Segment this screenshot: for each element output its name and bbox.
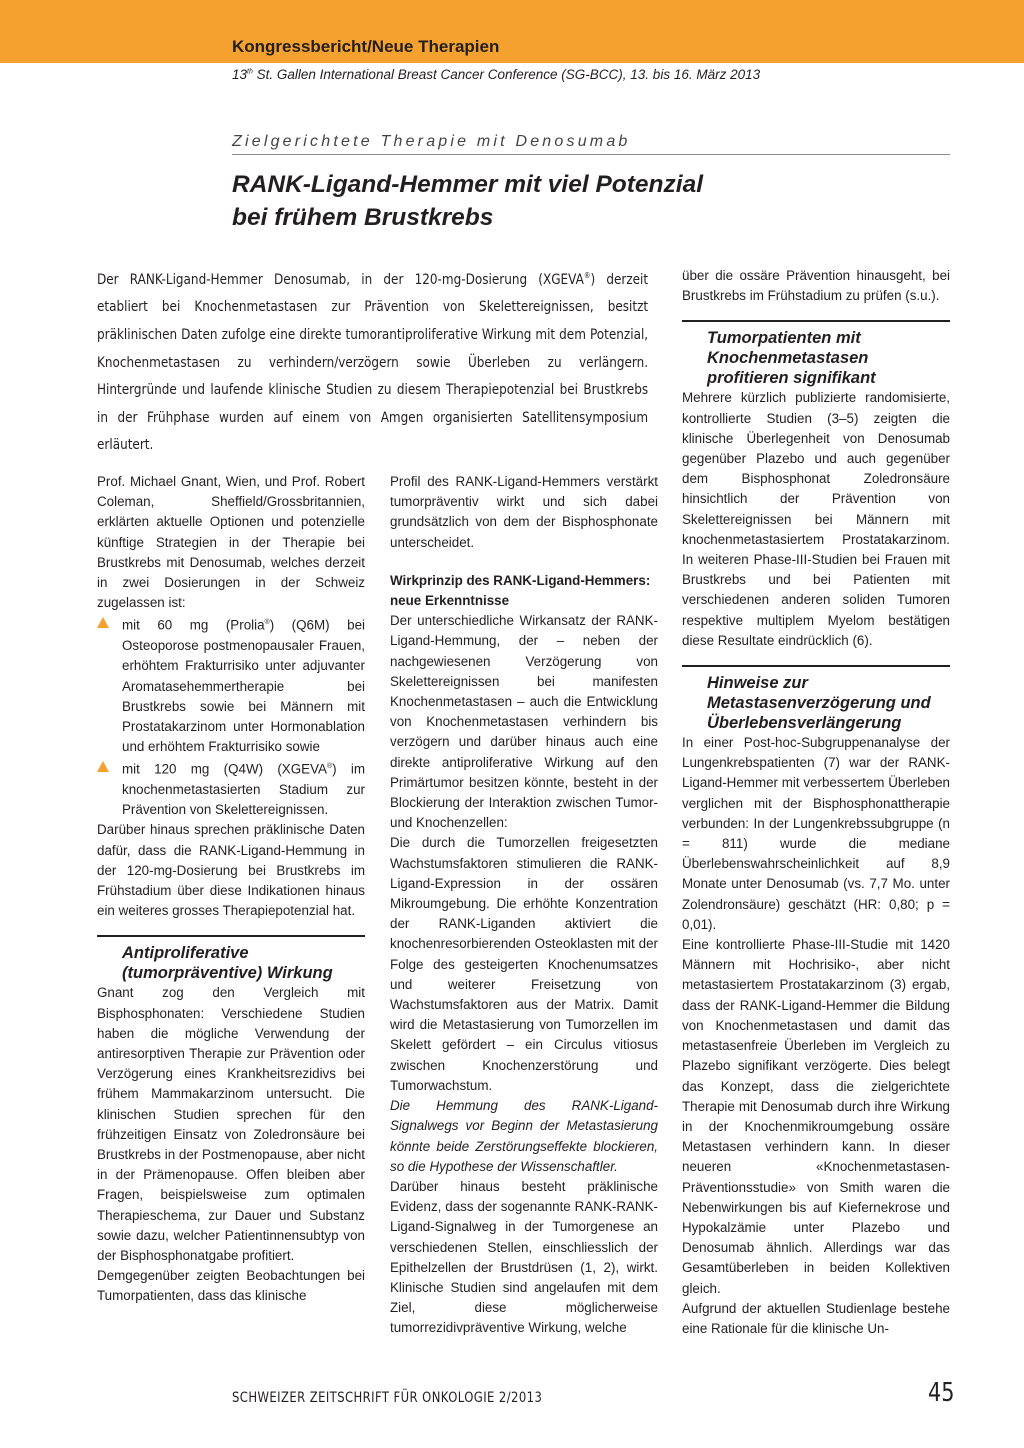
col1-paragraph-4: Demgegenüber zeigten Beobachtungen bei Tumorpatienten, dass das klinische (97, 1268, 365, 1304)
article-title (232, 168, 950, 234)
col3-paragraph-1: über die ossäre Prävention hinausgeht, bei Brustkrebs im Frühstadium zu prüfen (s.u.). (682, 268, 950, 304)
conference-line (232, 67, 760, 82)
col3-paragraph-5: Aufgrund der aktuellen Studienlage bestehe eine Rationale für die klinische Un- (682, 1300, 950, 1336)
subheading-wirkprinzip: Wirkprinzip des RANK-Ligand-Hemmers: neue Erkenntnisse (390, 572, 651, 609)
col3-paragraph-2: Mehrere kürzlich publizierte randomisierte, kontrollierte Studien (3–5) zeigten die klinische Überlegenheit von Denosumab gegenüber Plazebo und auch gegenüber dem Bisphosphonat Zoledronsäure hinsichtlich der Prävention von Skelettereignissen bei Männern mit knochenmetastasiertem Prostatakarzinom. In weiteren Phase-III-Studien bei Frauen mit Brustkrebs und bei Patienten mit verschiedenen anderen soliden Tumoren respektive multiplem Myelom bestätigen diese Resultate eindrücklich (6). (682, 390, 950, 648)
triangle-bullet-icon (97, 761, 109, 772)
lead-text-a: Der RANK-Ligand-Hemmer Denosumab, in der 120-mg-Dosierung (XGEVA (97, 271, 584, 288)
lead-reg-mark: ® (583, 271, 591, 280)
lead-text-b: ) derzeit etabliert bei Knochenmetastasen zur Prävention von Skelettereignissen, besitzt präklinischen Daten zufolge eine direkte tumorantiproliferative Wirkung mit dem Potenzial, Knochenmetastasen zu verhindern/verzögern sowie Überleben zu verlängern. Hintergründe und laufende klinische Studien zu diesem Therapiepotenzial bei Brustkrebs in der Frühphase wurden auf einem von Amgen organisierten Satellitensymposium erläutert. (97, 271, 649, 454)
subheading-metastasenverzoegerung: Hinweise zur Metastasenverzögerung und Überlebensverlängerung (682, 665, 950, 733)
article-lead (97, 262, 648, 460)
conference-ordinal: th (247, 68, 253, 76)
conference-name: St. Gallen International Breast Cancer Conference (SG-BCC), 13. bis 16. März 2013 (252, 67, 761, 82)
col3-paragraph-4: Eine kontrollierte Phase-III-Studie mit 1420 Männern mit Hochrisiko-, aber nicht metastasiertem Prostatakarzinom (3) ergab, dass der RANK-Ligand-Hemmer die Bildung von Knochenmetastasen und damit das metastasenfreie Überleben im Vergleich zu Plazebo signifikant verzögerte. Dies belegt das Konzept, dass die zielgerichtete Therapie mit Denosumab durch ihre Wirkung in der Knochenmikroumgebung ossäre Metastasen verhindern kann. In dieser neueren «Knochenmetastasen-Präventionsstudie» von Smith waren die Nebenwirkungen bis auf Kiefernekrose und Hypokalzämie unter Plazebo und Denosumab ähnlich. Allerdings war das Gesamtüberleben in beiden Kollektiven gleich. (682, 937, 950, 1296)
triangle-bullet-icon (97, 617, 109, 628)
subheading-tumorpatienten: Tumorpatienten mit Knochenmetastasen profitieren signifikant (682, 320, 950, 388)
col1-paragraph-1: Prof. Michael Gnant, Wien, und Prof. Robert Coleman, Sheffield/Grossbritannien, erklärten aktuelle Optionen und potenzielle künftige Strategien in der Therapie bei Brustkrebs mit Denosumab, welches derzeit in zwei Dosierungen in der Schweiz zugelassen ist: (97, 474, 365, 611)
title-line-2: bei frühem Brustkrebs (232, 204, 494, 231)
subheading-antiproliferative: Antiproliferative (tumorpräventive) Wirkung (97, 935, 365, 983)
col2-paragraph-5: Darüber hinaus besteht präklinische Evidenz, dass der sogenannte RANK-RANK-Ligand-Signalweg in der Tumorgenese an verschiedenen Stellen, einschliesslich der Epithelzellen der Brustdrüsen (1, 2), wirkt. Klinische Studien sind angelaufen mit dem Ziel, diese möglicherweise tumorrezidivpräventive Wirkung, welche (390, 1178, 658, 1336)
section-title: Kongressbericht/Neue Therapien (232, 37, 500, 56)
bullet-2-text-a: mit 120 mg (Q4W) (XGEVA (122, 761, 327, 777)
bullet-2-text-b: ) im knochenmetastasierten Stadium zur Prävention von Skelettereignissen. (122, 761, 365, 818)
col2-paragraph-1: Profil des RANK-Ligand-Hemmers verstärkt tumorpräventiv wirkt und sich dabei grundsätzlich von dem der Bisphosphonate unterscheidet. (390, 474, 658, 550)
conference-number: 13 (232, 67, 248, 82)
col2-paragraph-2: Der unterschiedliche Wirkansatz der RANK-Ligand-Hemmung, der – neben der nachgewiesenen Verzögerung von Skelettereignissen bei manifesten Knochenmetastasen – auch die Entwicklung von Knochenmetastasen verhindern bis verzögern und darüber hinaus auch eine direkte antiproliferative Wirkung auf den Primärtumor besitzen könnte, besteht in der Blockierung der Interaktion zwischen Tumor- und Knochenzellen: (390, 613, 658, 831)
journal-footer: SCHWEIZER ZEITSCHRIFT FÜR ONKOLOGIE 2/2013 (232, 1390, 543, 1406)
col1-paragraph-2: Darüber hinaus sprechen präklinische Daten dafür, dass die RANK-Ligand-Hemmung in der 120-mg-Dosierung bei Brustkrebs im Frühstadium über diese Indikationen hinaus ein weiteres grosses Therapiepotenzial hat. (97, 822, 365, 919)
column-1 (97, 472, 365, 1307)
bullet-1-text-b: ) (Q6M) bei Osteoporose postmenopausaler Frauen, erhöhtem Frakturrisiko unter adjuvanter Aromatasehemmertherapie bei Brustkrebs sowie bei Männern mit Prostatakarzinom unter Hormonablation und erhöhtem Frakturrisiko sowie (122, 617, 365, 755)
column-3 (682, 266, 950, 1339)
col2-paragraph-hypothesis: Die Hemmung des RANK-Ligand-Signalwegs vor Beginn der Metastasierung könnte beide Zerstörungseffekte blockieren, so die Hypothese der Wissenschaftler. (390, 1098, 658, 1174)
page-number: 45 (928, 1378, 955, 1408)
title-line-1: RANK-Ligand-Hemmer mit viel Potenzial (232, 171, 704, 198)
bullet-2-reg: ® (326, 763, 333, 771)
bullet-1-reg: ® (264, 619, 270, 627)
col1-paragraph-3: Gnant zog den Vergleich mit Bisphosphonaten: Verschiedene Studien haben die mögliche Verwendung der antiresorptiven Therapie zur Prävention oder Verzögerung eines Krankheitsrezidivs bei frühem Mammakarzinom untersucht. Die klinischen Studien sprechen für den frühzeitigen Einsatz von Zoledronsäure bei Brustkrebs in der Postmenopause, aber nicht in der Prämenopause. Offen bleiben aber Fragen, beispielsweise zum optimalen Therapieschema, zur Dauer und Substanz sowie dazu, welcher Patientinnensubtyp von der Bisphosphonatgabe profitiert. (97, 985, 365, 1264)
section-banner (0, 0, 1024, 63)
bullet-prolia (97, 613, 365, 757)
col3-paragraph-3: In einer Post-hoc-Subgruppenanalyse der Lungenkrebspatienten (7) war der RANK-Ligand-Hemmer mit verbessertem Überleben verglichen mit der Bisphosphonattherapie verbunden: In der Lungenkrebssubgruppe (n = 811) wurde die mediane Überlebenswahrscheinlichkeit auf 8,9 Monate unter Denosumab (vs. 7,7 Mo. unter Zolendronsäure) geschätzt (HR: 0,80; p = 0,01). (682, 735, 950, 932)
article-kicker: Zielgerichtete Therapie mit Denosumab (232, 133, 950, 155)
column-2 (390, 472, 658, 1339)
col2-paragraph-3: Die durch die Tumorzellen freigesetzten Wachstumsfaktoren stimulieren die RANK-Ligand-Expression in der ossären Mikroumgebung. Die erhöhte Konzentration der RANK-Liganden aktiviert die knochenresorbierenden Osteoklasten mit der Folge des gesteigerten Knochenumsatzes und weiterer Freisetzung von Wachstumsfaktoren aus der Matrix. Damit wird die Metastasierung von Tumorzellen im Skelett gefördert – ein Circulus vitiosus zwischen Knochenzerstörung und Tumorwachstum. (390, 835, 658, 1093)
bullet-xgeva (97, 757, 365, 820)
bullet-1-text-a: mit 60 mg (Prolia (122, 617, 265, 633)
